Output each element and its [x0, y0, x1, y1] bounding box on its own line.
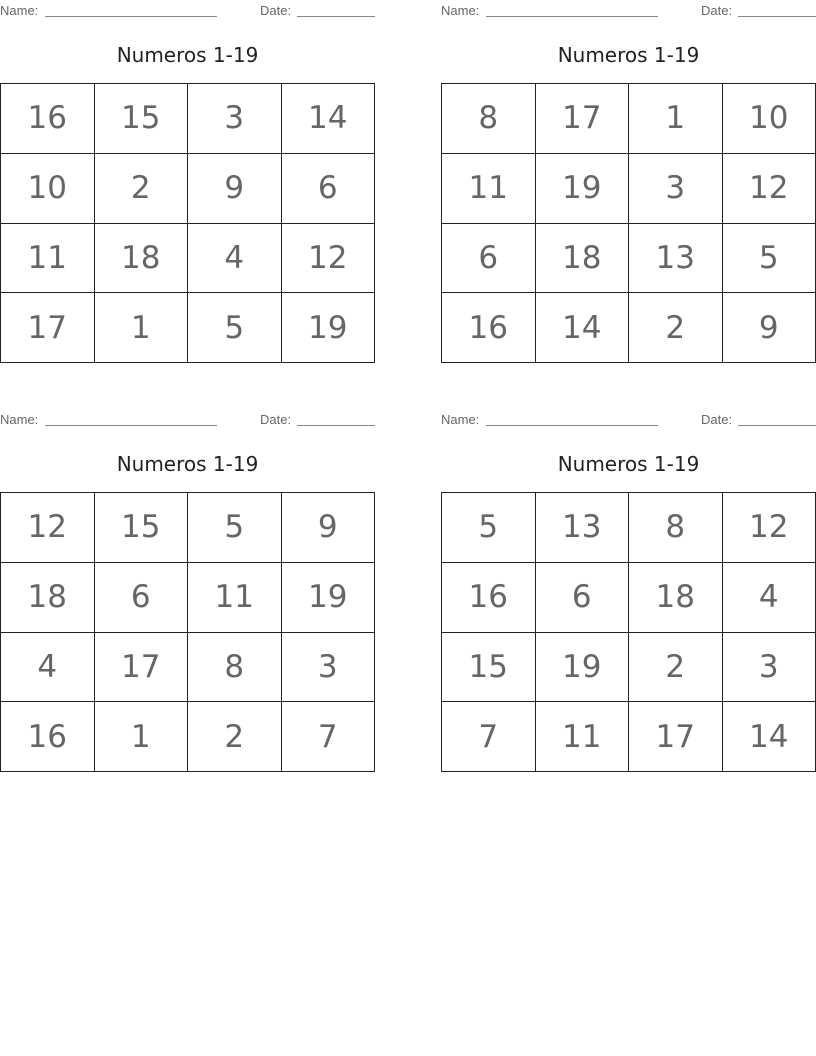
grid-cell: 13 — [536, 493, 630, 563]
date-line — [297, 425, 375, 426]
grid-cell: 15 — [442, 633, 536, 703]
grid-cell: 8 — [188, 633, 282, 703]
grid-cell: 12 — [723, 493, 816, 563]
grid-cell: 13 — [629, 224, 723, 294]
name-line — [486, 16, 658, 17]
grid-cell: 6 — [282, 154, 376, 224]
grid-cell: 1 — [95, 702, 189, 772]
grid-cell: 14 — [282, 84, 376, 154]
grid-cell: 15 — [95, 493, 189, 563]
date-line — [738, 425, 816, 426]
name-date-row — [0, 409, 375, 429]
grid-cell: 5 — [188, 293, 282, 363]
name-date-row — [441, 0, 816, 20]
grid-cell: 4 — [723, 563, 816, 633]
grid-cell: 19 — [536, 633, 630, 703]
grid-cell: 5 — [188, 493, 282, 563]
grid-cell: 18 — [1, 563, 95, 633]
number-grid — [441, 83, 816, 363]
grid-cell: 16 — [442, 563, 536, 633]
date-label: Date: — [701, 412, 733, 427]
name-date-row — [441, 409, 816, 429]
date-label: Date: — [260, 3, 292, 18]
card-title: Numeros 1-19 — [116, 452, 259, 476]
bingo-card — [0, 409, 375, 774]
grid-cell: 10 — [1, 154, 95, 224]
grid-cell: 2 — [95, 154, 189, 224]
name-label: Name: — [0, 3, 39, 18]
grid-cell: 2 — [629, 633, 723, 703]
card-title: Numeros 1-19 — [557, 452, 700, 476]
name-label: Name: — [441, 3, 480, 18]
bingo-card — [0, 0, 375, 365]
name-line — [45, 425, 217, 426]
grid-cell: 11 — [536, 702, 630, 772]
grid-cell: 4 — [188, 224, 282, 294]
grid-cell: 19 — [282, 293, 376, 363]
grid-cell: 9 — [188, 154, 282, 224]
grid-cell: 12 — [282, 224, 376, 294]
name-label: Name: — [0, 412, 39, 427]
grid-cell: 19 — [282, 563, 376, 633]
grid-cell: 12 — [1, 493, 95, 563]
grid-cell: 6 — [95, 563, 189, 633]
bingo-card — [441, 409, 816, 774]
grid-cell: 7 — [282, 702, 376, 772]
grid-cell: 3 — [188, 84, 282, 154]
grid-cell: 5 — [442, 493, 536, 563]
grid-cell: 14 — [723, 702, 816, 772]
grid-cell: 6 — [442, 224, 536, 294]
grid-cell: 3 — [629, 154, 723, 224]
date-line — [297, 16, 375, 17]
name-date-row — [0, 0, 375, 20]
bingo-card — [441, 0, 816, 365]
grid-cell: 16 — [1, 702, 95, 772]
grid-cell: 19 — [536, 154, 630, 224]
card-title: Numeros 1-19 — [116, 43, 259, 67]
grid-cell: 8 — [442, 84, 536, 154]
grid-cell: 15 — [95, 84, 189, 154]
grid-cell: 9 — [723, 293, 816, 363]
grid-cell: 4 — [1, 633, 95, 703]
grid-cell: 11 — [1, 224, 95, 294]
grid-cell: 2 — [629, 293, 723, 363]
grid-cell: 7 — [442, 702, 536, 772]
number-grid — [0, 492, 375, 772]
name-line — [486, 425, 658, 426]
grid-cell: 17 — [95, 633, 189, 703]
name-line — [45, 16, 217, 17]
grid-cell: 11 — [442, 154, 536, 224]
grid-cell: 10 — [723, 84, 816, 154]
grid-cell: 17 — [629, 702, 723, 772]
grid-cell: 18 — [536, 224, 630, 294]
grid-cell: 3 — [282, 633, 376, 703]
grid-cell: 16 — [1, 84, 95, 154]
grid-cell: 5 — [723, 224, 816, 294]
grid-cell: 18 — [629, 563, 723, 633]
grid-cell: 11 — [188, 563, 282, 633]
name-label: Name: — [441, 412, 480, 427]
grid-cell: 17 — [536, 84, 630, 154]
date-label: Date: — [260, 412, 292, 427]
number-grid — [441, 492, 816, 772]
grid-cell: 18 — [95, 224, 189, 294]
grid-cell: 12 — [723, 154, 816, 224]
grid-cell: 1 — [629, 84, 723, 154]
grid-cell: 14 — [536, 293, 630, 363]
grid-cell: 2 — [188, 702, 282, 772]
grid-cell: 1 — [95, 293, 189, 363]
grid-cell: 8 — [629, 493, 723, 563]
grid-cell: 6 — [536, 563, 630, 633]
number-grid — [0, 83, 375, 363]
grid-cell: 17 — [1, 293, 95, 363]
grid-cell: 9 — [282, 493, 376, 563]
date-line — [738, 16, 816, 17]
card-title: Numeros 1-19 — [557, 43, 700, 67]
date-label: Date: — [701, 3, 733, 18]
grid-cell: 3 — [723, 633, 816, 703]
grid-cell: 16 — [442, 293, 536, 363]
